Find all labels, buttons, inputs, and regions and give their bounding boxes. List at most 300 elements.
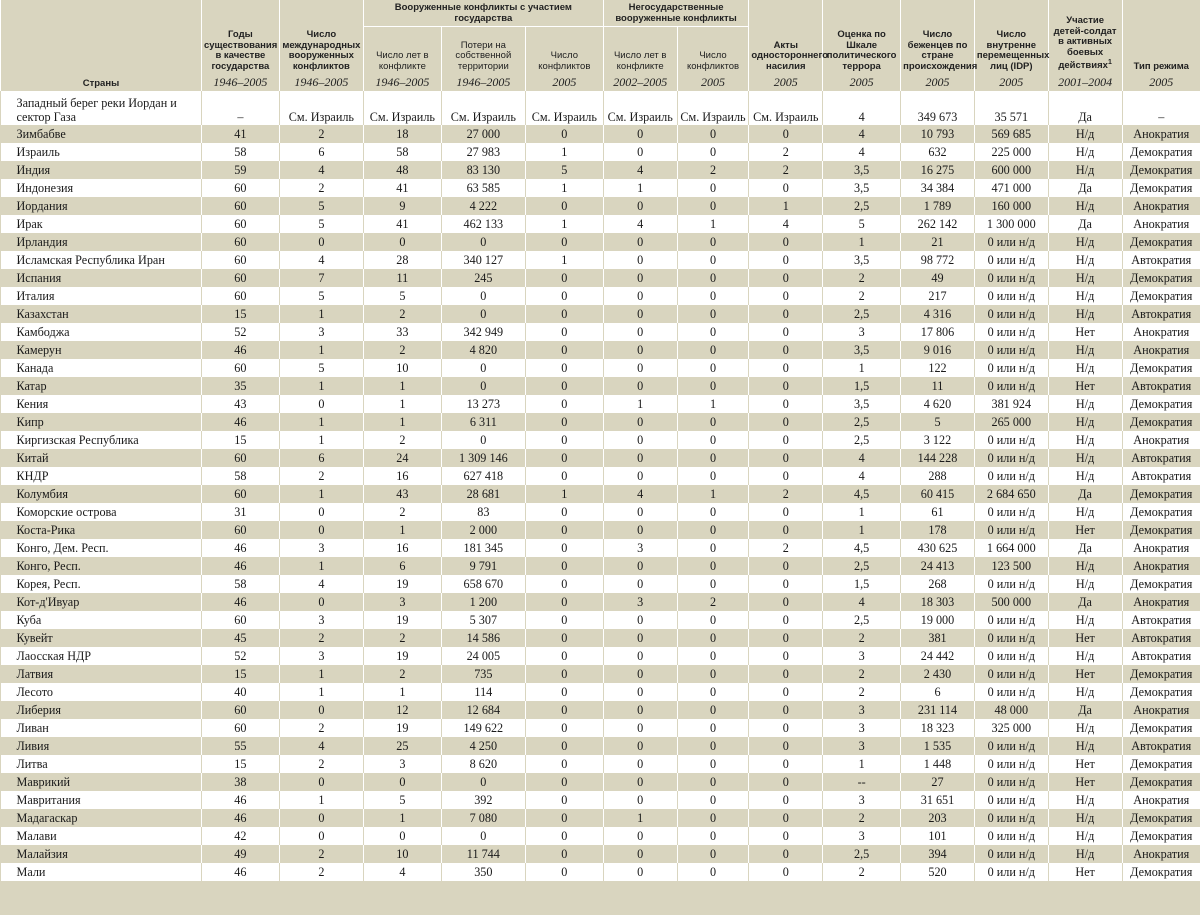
country-cell: Коморские острова bbox=[1, 503, 202, 521]
table-cell: 350 bbox=[441, 863, 525, 881]
table-cell: См. Израиль bbox=[279, 91, 363, 125]
table-cell: 24 442 bbox=[901, 647, 975, 665]
table-cell: 52 bbox=[201, 647, 279, 665]
table-cell: 0 bbox=[603, 845, 677, 863]
table-cell: 41 bbox=[363, 215, 441, 233]
table-cell: 0 или н/д bbox=[974, 233, 1048, 251]
table-cell: 0 bbox=[677, 305, 749, 323]
table-cell: 0 bbox=[603, 359, 677, 377]
table-cell: 0 или н/д bbox=[974, 377, 1048, 395]
table-cell: 0 bbox=[677, 611, 749, 629]
table-cell: 0 bbox=[677, 557, 749, 575]
table-cell: 0 bbox=[749, 683, 823, 701]
table-cell: 10 bbox=[363, 845, 441, 863]
table-cell: 27 bbox=[901, 773, 975, 791]
table-cell: 45 bbox=[201, 629, 279, 647]
table-cell: 35 571 bbox=[974, 91, 1048, 125]
table-cell: 1 448 bbox=[901, 755, 975, 773]
table-cell: Н/д bbox=[1048, 233, 1122, 251]
table-cell: 0 bbox=[603, 125, 677, 143]
table-cell: 1 bbox=[279, 413, 363, 431]
table-cell: 63 585 bbox=[441, 179, 525, 197]
table-cell: 0 bbox=[677, 197, 749, 215]
table-cell: 0 или н/д bbox=[974, 863, 1048, 881]
table-cell: 4,5 bbox=[823, 485, 901, 503]
table-cell: 0 bbox=[441, 773, 525, 791]
table-cell: Демократия bbox=[1122, 287, 1200, 305]
table-cell: Н/д bbox=[1048, 827, 1122, 845]
table-cell: 1 bbox=[525, 179, 603, 197]
table-cell: 6 bbox=[901, 683, 975, 701]
table-cell: 4 820 bbox=[441, 341, 525, 359]
table-cell: 59 bbox=[201, 161, 279, 179]
table-cell: 0 bbox=[749, 593, 823, 611]
col-header-countries: Страны bbox=[1, 0, 202, 91]
table-cell: Демократия bbox=[1122, 575, 1200, 593]
table-cell: 0 bbox=[603, 575, 677, 593]
table-cell: 2 bbox=[363, 431, 441, 449]
table-cell: 1 bbox=[823, 755, 901, 773]
table-cell: 5 bbox=[901, 413, 975, 431]
table-cell: 349 673 bbox=[901, 91, 975, 125]
table-cell: 0 bbox=[279, 521, 363, 539]
table-cell: 4 316 bbox=[901, 305, 975, 323]
table-cell: 0 bbox=[525, 287, 603, 305]
table-cell: Н/д bbox=[1048, 683, 1122, 701]
table-cell: 0 или н/д bbox=[974, 503, 1048, 521]
table-cell: 0 bbox=[677, 431, 749, 449]
table-cell: 1 bbox=[363, 377, 441, 395]
table-row bbox=[1, 413, 1200, 431]
table-cell: 60 bbox=[201, 611, 279, 629]
table-cell: 0 или н/д bbox=[974, 449, 1048, 467]
table-cell: 0 или н/д bbox=[974, 845, 1048, 863]
group-header-nonstate-conflicts: Негосударственные вооруженные конфликты bbox=[603, 0, 749, 27]
table-cell: 10 bbox=[363, 359, 441, 377]
country-cell: Корея, Респ. bbox=[1, 575, 202, 593]
table-cell: Автократия bbox=[1122, 737, 1200, 755]
table-cell: 1 bbox=[363, 395, 441, 413]
table-cell: Анократия bbox=[1122, 593, 1200, 611]
country-cell: Индонезия bbox=[1, 179, 202, 197]
table-cell: 2 bbox=[363, 305, 441, 323]
table-cell: 0 или н/д bbox=[974, 251, 1048, 269]
table-cell: 0 bbox=[441, 359, 525, 377]
col-header-one-sided: Акты одностороннего насилия 2005 bbox=[749, 0, 823, 91]
table-cell: 0 bbox=[603, 863, 677, 881]
table-cell: 1 bbox=[823, 233, 901, 251]
table-cell: 2 bbox=[279, 755, 363, 773]
table-cell: 1 200 bbox=[441, 593, 525, 611]
table-cell: 0 bbox=[677, 845, 749, 863]
table-cell: 1 bbox=[279, 377, 363, 395]
table-cell: 2,5 bbox=[823, 305, 901, 323]
table-cell: 2 bbox=[823, 629, 901, 647]
table-cell: 60 bbox=[201, 197, 279, 215]
table-cell: 0 или н/д bbox=[974, 755, 1048, 773]
table-cell: Демократия bbox=[1122, 395, 1200, 413]
table-cell: 0 bbox=[677, 719, 749, 737]
table-cell: 11 bbox=[901, 377, 975, 395]
table-cell: 4,5 bbox=[823, 539, 901, 557]
table-cell: 0 bbox=[677, 287, 749, 305]
table-cell: 49 bbox=[901, 269, 975, 287]
table-cell: 0 bbox=[677, 809, 749, 827]
table-cell: 0 bbox=[603, 503, 677, 521]
table-cell: 16 bbox=[363, 467, 441, 485]
table-cell: 0 bbox=[525, 755, 603, 773]
table-cell: Анократия bbox=[1122, 197, 1200, 215]
table-cell: Демократия bbox=[1122, 719, 1200, 737]
table-cell: 0 bbox=[749, 395, 823, 413]
table-cell: 9 016 bbox=[901, 341, 975, 359]
table-cell: 4 620 bbox=[901, 395, 975, 413]
table-cell: 2 bbox=[279, 179, 363, 197]
table-cell: 60 bbox=[201, 521, 279, 539]
table-cell: Анократия bbox=[1122, 215, 1200, 233]
table-cell: 0 bbox=[749, 251, 823, 269]
table-cell: 46 bbox=[201, 557, 279, 575]
table-cell: 1 bbox=[603, 395, 677, 413]
table-cell: 0 bbox=[441, 287, 525, 305]
table-cell: Да bbox=[1048, 539, 1122, 557]
country-cell: Камбоджа bbox=[1, 323, 202, 341]
table-cell: Анократия bbox=[1122, 125, 1200, 143]
table-cell: 2 bbox=[279, 629, 363, 647]
table-cell: 0 bbox=[677, 377, 749, 395]
table-cell: 0 bbox=[603, 251, 677, 269]
table-cell: 6 bbox=[279, 449, 363, 467]
table-cell: 0 или н/д bbox=[974, 431, 1048, 449]
col-header-terror-scale: Оценка по Шкале политического террора 2005 bbox=[823, 0, 901, 91]
table-cell: Да bbox=[1048, 593, 1122, 611]
table-cell: 0 или н/д bbox=[974, 683, 1048, 701]
table-cell: 0 bbox=[749, 773, 823, 791]
table-cell: 0 bbox=[603, 197, 677, 215]
table-cell: 5 bbox=[363, 287, 441, 305]
table-cell: Н/д bbox=[1048, 395, 1122, 413]
table-cell: 2 bbox=[749, 143, 823, 161]
table-cell: 0 bbox=[603, 755, 677, 773]
col-header-refugees: Число беженцев по стране происхождения 2005 bbox=[901, 0, 975, 91]
table-cell: 4 bbox=[279, 737, 363, 755]
table-cell: Демократия bbox=[1122, 755, 1200, 773]
table-cell: 0 bbox=[603, 647, 677, 665]
table-cell: Автократия bbox=[1122, 305, 1200, 323]
table-cell: Нет bbox=[1048, 323, 1122, 341]
table-row bbox=[1, 521, 1200, 539]
country-cell: Кения bbox=[1, 395, 202, 413]
table-cell: 2 bbox=[363, 341, 441, 359]
table-cell: 1 bbox=[279, 341, 363, 359]
table-row bbox=[1, 305, 1200, 323]
table-cell: 0 bbox=[525, 863, 603, 881]
table-cell: 0 или н/д bbox=[974, 629, 1048, 647]
table-cell: 0 bbox=[525, 197, 603, 215]
table-cell: 58 bbox=[201, 143, 279, 161]
table-cell: 19 bbox=[363, 575, 441, 593]
table-cell: 0 bbox=[525, 791, 603, 809]
country-cell: Испания bbox=[1, 269, 202, 287]
table-cell: Автократия bbox=[1122, 377, 1200, 395]
table-cell: 1 bbox=[525, 485, 603, 503]
table-cell: 0 bbox=[441, 233, 525, 251]
table-cell: 18 323 bbox=[901, 719, 975, 737]
table-cell: Н/д bbox=[1048, 611, 1122, 629]
table-cell: 0 bbox=[279, 773, 363, 791]
table-cell: 2 bbox=[823, 683, 901, 701]
table-row bbox=[1, 467, 1200, 485]
col-header-nonstate-years: Число лет в конфликте 2002–2005 bbox=[603, 27, 677, 92]
table-cell: 0 или н/д bbox=[974, 827, 1048, 845]
table-cell: 7 bbox=[279, 269, 363, 287]
table-cell: 0 bbox=[749, 737, 823, 755]
table-cell: 1 bbox=[603, 809, 677, 827]
table-cell: 0 bbox=[749, 845, 823, 863]
table-row bbox=[1, 215, 1200, 233]
table-cell: 0 bbox=[279, 827, 363, 845]
table-cell: 0 bbox=[279, 503, 363, 521]
table-cell: 2 bbox=[823, 665, 901, 683]
country-cell: Конго, Респ. bbox=[1, 557, 202, 575]
table-cell: 4 bbox=[603, 161, 677, 179]
table-cell: Автократия bbox=[1122, 449, 1200, 467]
table-cell: Нет bbox=[1048, 665, 1122, 683]
table-row bbox=[1, 377, 1200, 395]
table-cell: 0 bbox=[749, 323, 823, 341]
country-cell: Ливан bbox=[1, 719, 202, 737]
table-cell: 58 bbox=[201, 575, 279, 593]
table-cell: 60 bbox=[201, 269, 279, 287]
table-cell: 0 bbox=[603, 665, 677, 683]
table-cell: 0 bbox=[603, 719, 677, 737]
table-cell: 34 384 bbox=[901, 179, 975, 197]
table-row bbox=[1, 197, 1200, 215]
table-cell: 0 bbox=[525, 719, 603, 737]
table-row bbox=[1, 647, 1200, 665]
table-cell: 0 bbox=[525, 827, 603, 845]
table-row bbox=[1, 449, 1200, 467]
table-cell: 60 bbox=[201, 287, 279, 305]
table-cell: 83 bbox=[441, 503, 525, 521]
table-cell: Н/д bbox=[1048, 737, 1122, 755]
table-cell: 49 bbox=[201, 845, 279, 863]
table-cell: 0 bbox=[441, 827, 525, 845]
table-cell: 0 bbox=[603, 629, 677, 647]
table-cell: См. Израиль bbox=[441, 91, 525, 125]
table-cell: 0 bbox=[525, 575, 603, 593]
table-cell: 0 bbox=[749, 521, 823, 539]
table-cell: Н/д bbox=[1048, 845, 1122, 863]
table-cell: 658 670 bbox=[441, 575, 525, 593]
table-cell: 1 bbox=[279, 665, 363, 683]
table-cell: 43 bbox=[201, 395, 279, 413]
table-cell: 0 bbox=[749, 827, 823, 845]
table-cell: 4 bbox=[603, 485, 677, 503]
table-cell: 0 bbox=[749, 503, 823, 521]
table-cell: 0 bbox=[677, 539, 749, 557]
table-row bbox=[1, 143, 1200, 161]
table-cell: 0 bbox=[525, 701, 603, 719]
table-row bbox=[1, 575, 1200, 593]
col-header-losses: Потери на собственной территории 1946–2005 bbox=[441, 27, 525, 92]
table-cell: 33 bbox=[363, 323, 441, 341]
table-cell: 0 bbox=[749, 341, 823, 359]
table-row bbox=[1, 809, 1200, 827]
table-cell: 12 684 bbox=[441, 701, 525, 719]
table-cell: 60 bbox=[201, 359, 279, 377]
table-cell: 3 bbox=[823, 737, 901, 755]
table-cell: 394 bbox=[901, 845, 975, 863]
table-cell: 43 bbox=[363, 485, 441, 503]
country-cell: Мали bbox=[1, 863, 202, 881]
table-cell: 0 bbox=[603, 341, 677, 359]
table-cell: 0 bbox=[603, 701, 677, 719]
table-cell: 52 bbox=[201, 323, 279, 341]
table-cell: 0 или н/д bbox=[974, 647, 1048, 665]
table-cell: Н/д bbox=[1048, 197, 1122, 215]
country-cell: Ливия bbox=[1, 737, 202, 755]
table-cell: 6 bbox=[279, 143, 363, 161]
table-row bbox=[1, 719, 1200, 737]
country-cell: Мадагаскар bbox=[1, 809, 202, 827]
country-cell: Китай bbox=[1, 449, 202, 467]
table-cell: 122 bbox=[901, 359, 975, 377]
table-cell: 46 bbox=[201, 341, 279, 359]
table-cell: 4 bbox=[279, 575, 363, 593]
table-cell: Автократия bbox=[1122, 251, 1200, 269]
table-cell: 2 000 bbox=[441, 521, 525, 539]
table-cell: 0 bbox=[677, 503, 749, 521]
table-cell: 0 или н/д bbox=[974, 323, 1048, 341]
table-cell: 3 bbox=[279, 647, 363, 665]
table-cell: 0 bbox=[749, 467, 823, 485]
table-cell: 5 bbox=[279, 197, 363, 215]
country-cell: Малави bbox=[1, 827, 202, 845]
table-cell: 0 bbox=[749, 647, 823, 665]
table-cell: 245 bbox=[441, 269, 525, 287]
table-cell: 0 bbox=[525, 521, 603, 539]
table-cell: 0 bbox=[525, 593, 603, 611]
table-cell: 3 bbox=[603, 593, 677, 611]
col-header-years-in-conflict: Число лет в конфликте 1946–2005 bbox=[363, 27, 441, 92]
table-cell: 28 681 bbox=[441, 485, 525, 503]
table-cell: 41 bbox=[363, 179, 441, 197]
table-cell: 2 bbox=[823, 863, 901, 881]
table-cell: 60 bbox=[201, 215, 279, 233]
table-cell: 60 bbox=[201, 701, 279, 719]
table-cell: Да bbox=[1048, 701, 1122, 719]
table-cell: 83 130 bbox=[441, 161, 525, 179]
country-cell: Куба bbox=[1, 611, 202, 629]
table-cell: 1 789 bbox=[901, 197, 975, 215]
table-cell: 1 bbox=[363, 521, 441, 539]
table-cell: 0 bbox=[677, 665, 749, 683]
table-row bbox=[1, 91, 1200, 125]
table-cell: 0 bbox=[749, 449, 823, 467]
table-cell: 0 bbox=[677, 737, 749, 755]
table-cell: 46 bbox=[201, 809, 279, 827]
table-cell: 3 bbox=[823, 701, 901, 719]
table-cell: 5 bbox=[525, 161, 603, 179]
table-cell: Н/д bbox=[1048, 791, 1122, 809]
table-cell: Да bbox=[1048, 91, 1122, 125]
table-cell: 4 bbox=[749, 215, 823, 233]
table-cell: 203 bbox=[901, 809, 975, 827]
country-cell: Латвия bbox=[1, 665, 202, 683]
col-header-nonstate-num: Число конфликтов 2005 bbox=[677, 27, 749, 92]
table-cell: 1 bbox=[823, 359, 901, 377]
table-row bbox=[1, 431, 1200, 449]
table-cell: 0 bbox=[677, 413, 749, 431]
table-cell: 9 bbox=[363, 197, 441, 215]
table-cell: 1 bbox=[749, 197, 823, 215]
table-cell: 46 bbox=[201, 593, 279, 611]
table-cell: Демократия bbox=[1122, 269, 1200, 287]
table-cell: 11 744 bbox=[441, 845, 525, 863]
table-cell: 0 bbox=[279, 395, 363, 413]
col-header-years-state: Годы существования в качестве государства 1946–2005 bbox=[201, 0, 279, 91]
table-cell: 1 bbox=[279, 305, 363, 323]
table-row bbox=[1, 611, 1200, 629]
country-cell: Канада bbox=[1, 359, 202, 377]
table-cell: 0 bbox=[363, 233, 441, 251]
table-cell: 24 bbox=[363, 449, 441, 467]
table-cell: 1 bbox=[363, 413, 441, 431]
table-cell: 2 bbox=[749, 539, 823, 557]
table-cell: 0 bbox=[603, 269, 677, 287]
table-cell: 0 или н/д bbox=[974, 305, 1048, 323]
table-cell: Да bbox=[1048, 485, 1122, 503]
table-cell: 0 bbox=[279, 593, 363, 611]
table-cell: 0 bbox=[749, 809, 823, 827]
table-cell: 0 bbox=[279, 701, 363, 719]
table-cell: 0 bbox=[677, 251, 749, 269]
table-cell: Да bbox=[1048, 179, 1122, 197]
table-cell: 1 300 000 bbox=[974, 215, 1048, 233]
table-cell: 0 bbox=[677, 143, 749, 161]
table-cell: 2 bbox=[363, 665, 441, 683]
table-cell: 1 664 000 bbox=[974, 539, 1048, 557]
table-cell: 5 bbox=[279, 215, 363, 233]
table-cell: 0 bbox=[525, 449, 603, 467]
table-cell: 325 000 bbox=[974, 719, 1048, 737]
table-cell: 4 bbox=[279, 251, 363, 269]
table-cell: – bbox=[201, 91, 279, 125]
table-cell: 5 bbox=[363, 791, 441, 809]
table-cell: 4 bbox=[279, 161, 363, 179]
table-cell: 0 bbox=[525, 503, 603, 521]
table-cell: 14 586 bbox=[441, 629, 525, 647]
table-cell: Демократия bbox=[1122, 863, 1200, 881]
table-cell: 4 bbox=[823, 91, 901, 125]
country-cell: Кот-д'Ивуар bbox=[1, 593, 202, 611]
table-cell: 7 080 bbox=[441, 809, 525, 827]
table-cell: 1 bbox=[603, 179, 677, 197]
table-cell: Демократия bbox=[1122, 521, 1200, 539]
country-cell: Камерун bbox=[1, 341, 202, 359]
table-cell: 4 bbox=[823, 467, 901, 485]
table-cell: 0 bbox=[603, 521, 677, 539]
table-cell: 0 bbox=[525, 395, 603, 413]
table-cell: 0 bbox=[279, 809, 363, 827]
table-cell: 0 bbox=[677, 701, 749, 719]
table-cell: 0 или н/д bbox=[974, 791, 1048, 809]
table-cell: 2 430 bbox=[901, 665, 975, 683]
table-row bbox=[1, 773, 1200, 791]
group-header-state-conflicts: Вооруженные конфликты с участием государства bbox=[363, 0, 603, 27]
table-cell: 0 bbox=[677, 629, 749, 647]
